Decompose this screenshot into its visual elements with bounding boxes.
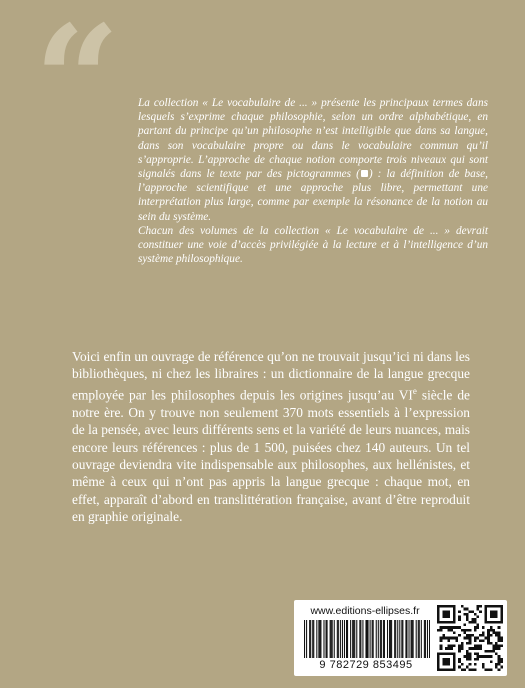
quote-mark: “ xyxy=(34,0,121,169)
intro-text-a: La collection « Le vocabulaire de ... » présente les principaux termes dans lesquels s’exprime chaque philosophie, selon un ordre alphabétique, en partant du principe qu’un philosophe n’est intelligible que dans sa langue, dans son vocabulaire propre ou dans le vocabulaire commun qu’il s’approprie. L’approche de chaque notion comporte trois niveaux qui sont signalés dans le texte par des pictogrammes ( xyxy=(138,97,488,181)
isbn-number: 9 782729 853495 xyxy=(319,659,413,671)
publisher-site: www.editions-ellipses.fr xyxy=(310,605,420,617)
barcode-panel xyxy=(294,600,507,676)
collection-intro xyxy=(138,96,488,266)
description-paragraph xyxy=(72,348,470,526)
barcode-icon xyxy=(304,620,430,658)
description-text-a: Voici enfin un ouvrage de référence qu’on ne trouvait jusqu’ici ni dans les bibliothèques, ni chez les libraires : un dictionnaire de la langue grecque employée par les philosophes depuis les origines jusqu’au VI xyxy=(72,349,470,403)
intro-text-b: ) : la définition de base, l’approche scientifique et une approche plus libre, permettant une interprétation plus large, comme par exemple la résonance de la notion au sein du système. xyxy=(138,168,488,223)
book-description xyxy=(72,348,470,526)
qr-code-icon xyxy=(437,605,503,671)
pictogram-square-icon xyxy=(361,170,368,177)
intro-paragraph-2: Chacun des volumes de la collection « Le vocabulaire de ... » devrait constituer une voie d’accès privilégiée à la lecture et à l’intelligence d’un système philosophique. xyxy=(138,224,488,266)
intro-paragraph-1 xyxy=(138,96,488,224)
description-superscript: e xyxy=(412,385,417,396)
description-text-b: siècle de notre ère. On y trouve non seulement 370 mots essentiels à l’expression de la pensée, avec leurs différents sens et la variété de leurs nuances, mais encore leurs références : plus de 1 500, puisées chez 140 auteurs. Un tel ouvrage deviendra vite indispensable aux philosophes, aux hellénistes, et même à ceux qui n’ont pas appris la langue grecque : chaque mot, en effet, apparaît d’abord en translittération française, avant d’être reproduit en graphie originale. xyxy=(72,387,470,525)
